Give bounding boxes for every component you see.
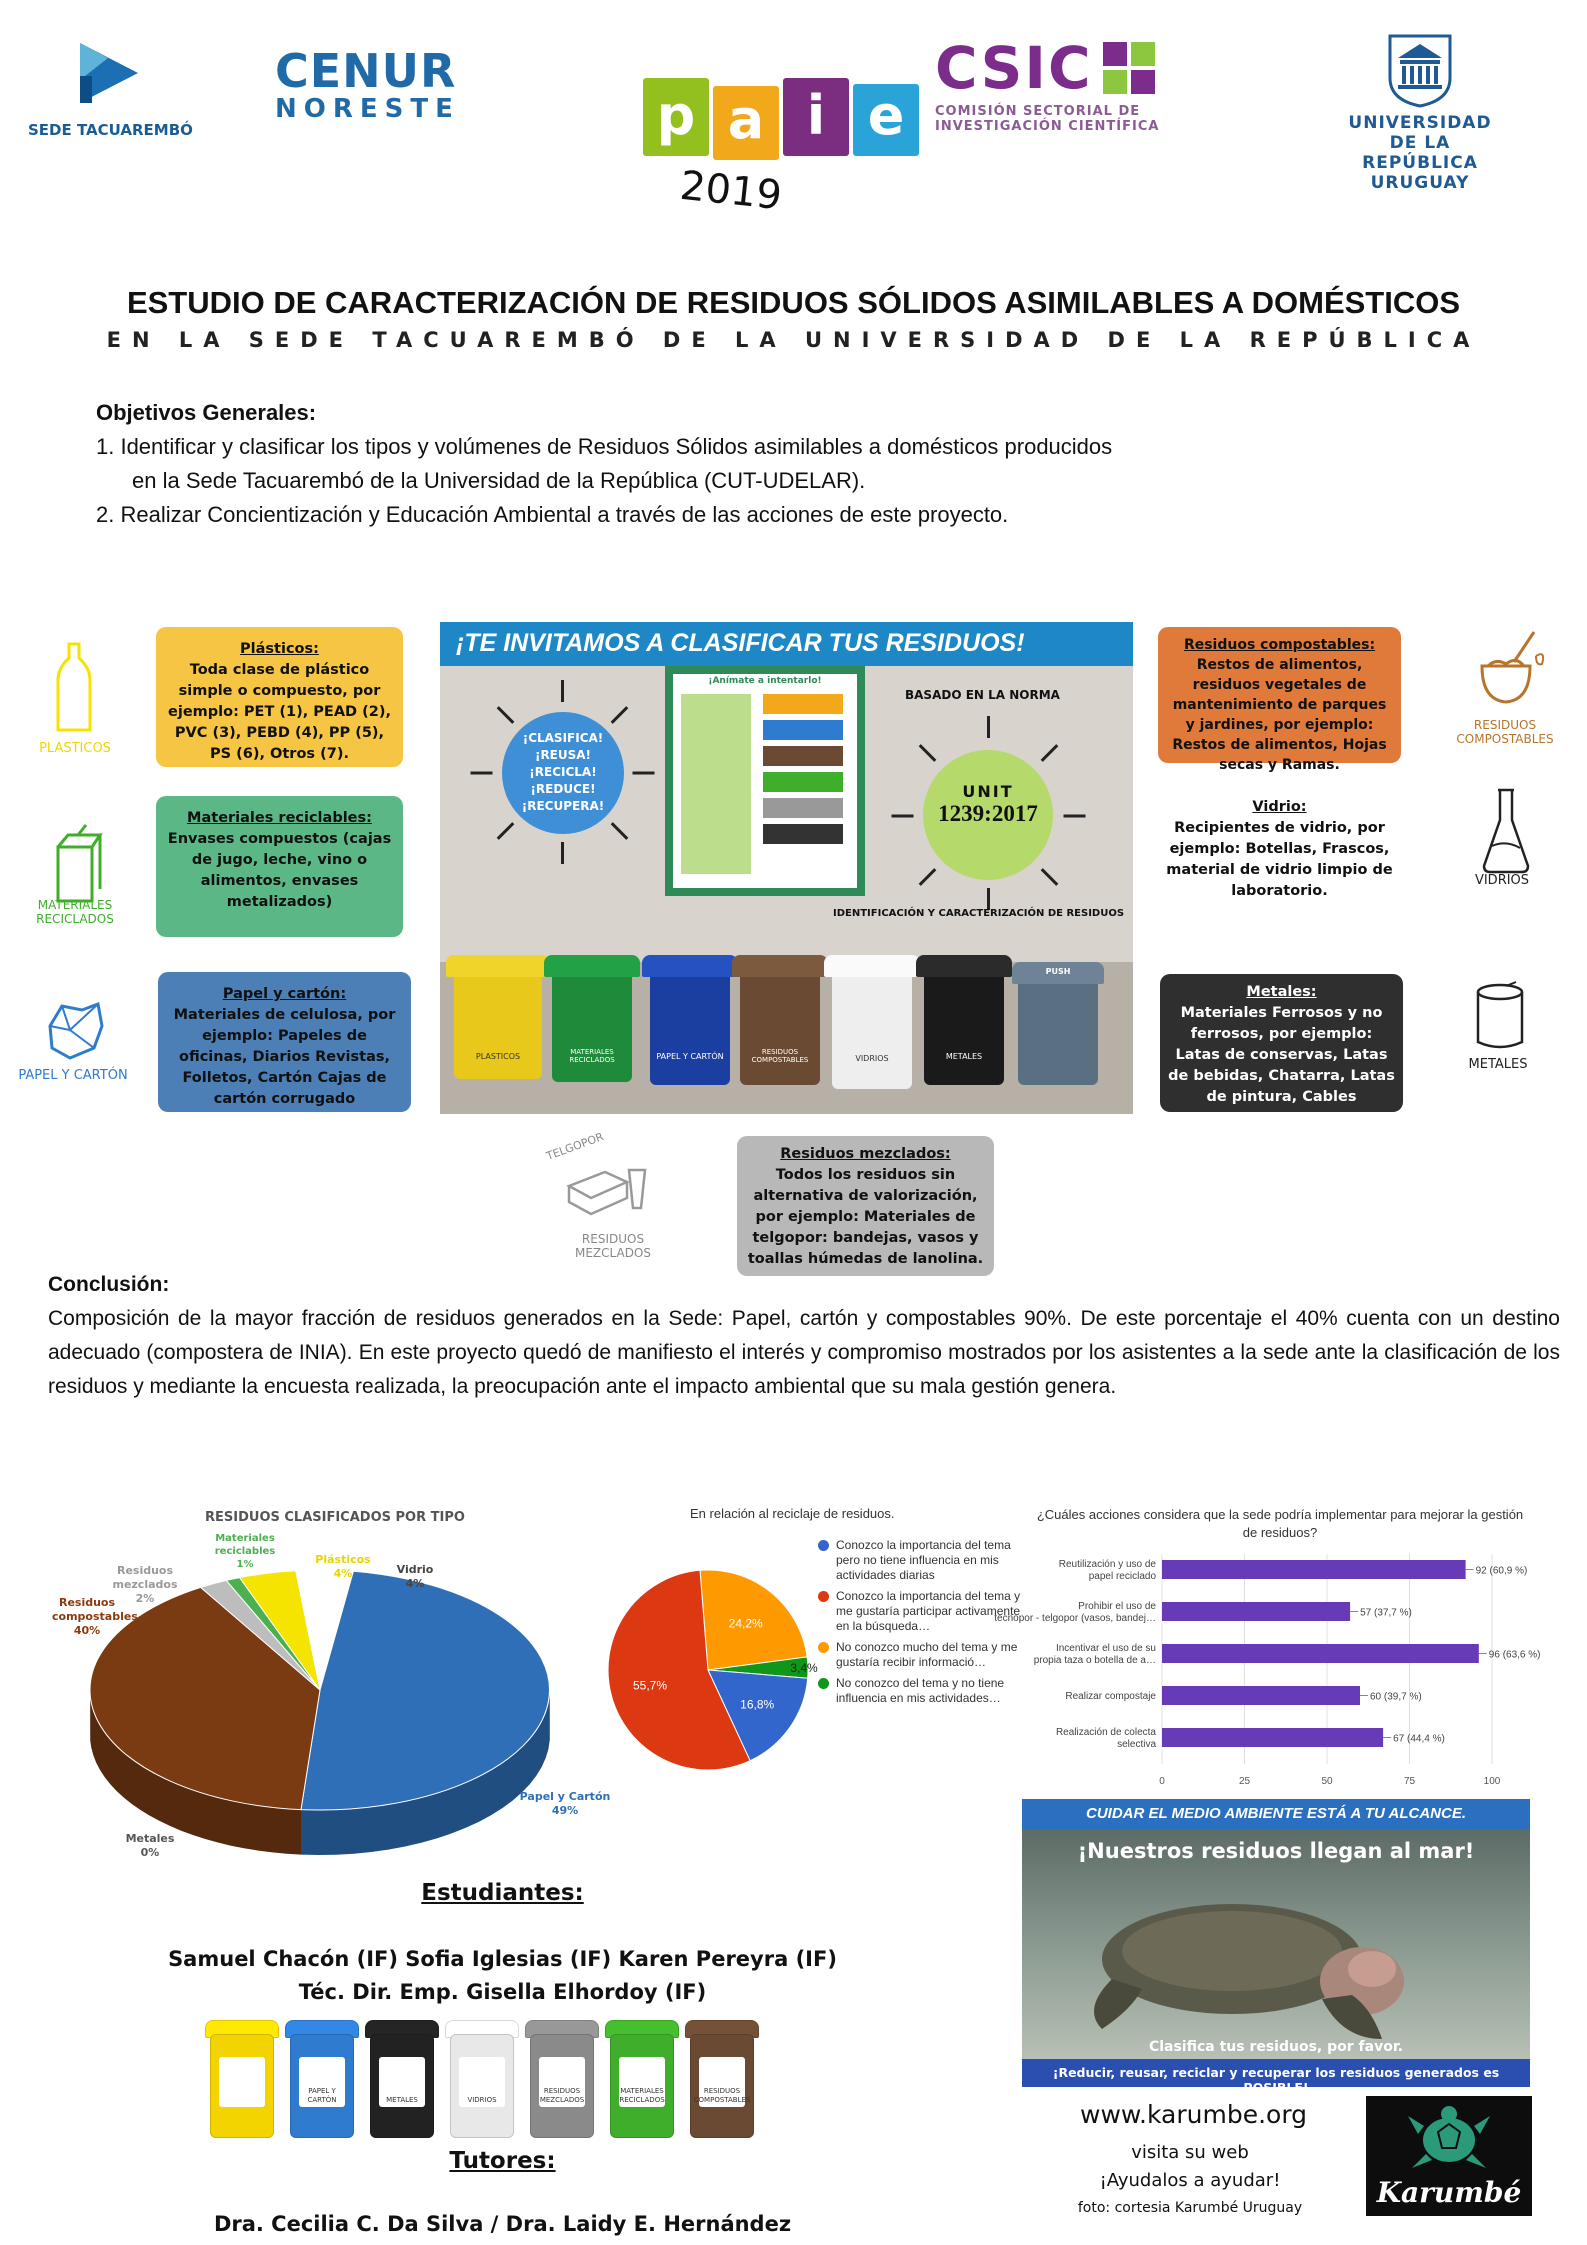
action-circle	[502, 712, 624, 834]
bar-xtick-3: 75	[1403, 1776, 1416, 1787]
turtle-box	[1022, 1799, 1530, 2095]
credit-bin-2	[370, 2034, 434, 2138]
objective-1-line1: 1. Identificar y clasificar los tipos y volúmenes de Residuos Sólidos asimilables a domésticos producidos	[96, 434, 1113, 459]
csic-squares-icon	[1103, 42, 1157, 96]
card-compostables-title: Residuos compostables:	[1183, 637, 1376, 653]
metal-can-icon	[1472, 982, 1528, 1052]
card-compostables	[1158, 627, 1401, 773]
students-heading: Estudiantes:	[421, 1880, 584, 1906]
legend-item-4-label: No conozco del tema y no tiene influencia en mis actividades…	[836, 1676, 1005, 1705]
norma-label: BASADO EN LA NORMA	[905, 688, 1060, 702]
card-reciclables-title: Materiales reciclables:	[187, 810, 372, 826]
card-plasticos-body: Toda clase de plástico simple o compuesto, por ejemplo: PET (1), PEAD (2), PVC (3), PEBD (4), PP (5), PS (6), Otros (7).	[168, 662, 391, 762]
photo-bin-label-4: RESIDUOS COMPOSTABLES	[751, 1048, 809, 1064]
photo-bin-label-6: METALES	[945, 1052, 983, 1061]
compost-mate-icon	[1462, 628, 1552, 718]
credit-bin-label-3: VIDRIOS	[459, 2057, 505, 2107]
recycling-chart	[600, 1500, 1020, 1840]
objective-2: 2. Realizar Concientización y Educación Ambiental a través de las acciones de este proyecto.	[96, 502, 1009, 527]
conclusion-section	[48, 1268, 1560, 1404]
mixed-waste-icon	[565, 1158, 649, 1228]
credit-bin-4	[530, 2034, 594, 2138]
photo-bin-label-1: PLASTICOS	[475, 1052, 521, 1061]
photo-poster-title: ¡Anímate a intentarlo!	[708, 676, 822, 686]
photo-bin-label-3: PAPEL Y CARTÓN	[656, 1052, 724, 1061]
poster-title: ESTUDIO DE CARACTERIZACIÓN DE RESIDUOS SÓLIDOS ASIMILABLES A DOMÉSTICOS	[126, 285, 1461, 320]
plastic-bottle-icon	[54, 640, 94, 736]
glass-flask-icon	[1478, 786, 1534, 876]
bar-xtick-1: 25	[1238, 1776, 1251, 1787]
csic-title: CSIC	[935, 34, 1093, 102]
paie-logo	[643, 78, 923, 160]
objectives-section	[96, 396, 1396, 532]
sede-logo-text: SEDE TACUAREMBÓ	[28, 121, 193, 139]
credit-bin-6	[690, 2034, 754, 2138]
credit-bin-label-1: PAPEL Y CARTÓN	[299, 2057, 345, 2107]
bar-label-1: Prohibir el uso de tecnopor - telgopor (vasos, bandej…	[994, 1601, 1156, 1624]
udelar-logo	[1335, 28, 1505, 193]
vidrios-icon-label: VIDRIOS	[1474, 873, 1530, 888]
photo-bin-label-2: MATERIALES RECICLADOS	[569, 1048, 615, 1064]
pie1-label-vidrio: Vidrio	[396, 1563, 434, 1576]
karumbe-help: ¡Ayudalos a ayudar!	[1099, 2170, 1281, 2191]
sea-turtle-icon	[1082, 1889, 1462, 2049]
credits-bins	[205, 2020, 765, 2140]
bar-0	[1162, 1560, 1466, 1579]
unit-circle	[923, 750, 1053, 880]
credit-bin-5	[610, 2034, 674, 2138]
pie1-label-papel: Papel y Cartón	[519, 1790, 611, 1803]
objectives-heading: Objetivos Generales:	[96, 400, 317, 425]
photo-bin-compostables	[740, 967, 820, 1085]
photo-credit: foto: cortesia Karumbé Uruguay	[1077, 2200, 1303, 2216]
pie2-pct-2: 24,2%	[728, 1616, 763, 1631]
pie1-pct-papel: 49%	[551, 1804, 579, 1817]
pie2-pct-1: 55,7%	[632, 1678, 668, 1693]
legend-item-3-label: No conozco mucho del tema y me gustaría recibir informació…	[836, 1640, 1018, 1669]
pie1-pct-compostables: 40%	[73, 1624, 101, 1637]
sede-tacuarembo-logo	[28, 38, 208, 148]
photo-bin-plasticos	[454, 967, 542, 1079]
bar-xtick-0: 0	[1159, 1776, 1165, 1787]
recycling-chart-title: En relación al reciclaje de residuos.	[690, 1506, 895, 1521]
pie1-pct-metales: 0%	[140, 1846, 160, 1859]
papel-icon-label: PAPEL Y CARTÓN	[18, 1068, 128, 1083]
karumbe-url[interactable]: www.karumbe.org	[1080, 2100, 1308, 2129]
pie1-pct-plasticos: 4%	[333, 1567, 353, 1580]
students-names: Samuel Chacón (IF) Sofia Iglesias (IF) Karen Pereyra (IF)	[168, 1947, 837, 1971]
cenur-logo-line1: CENUR	[275, 44, 457, 98]
actions-chart-title: ¿Cuáles acciones considera que la sede podría implementar para mejorar la gestión de residuos?	[1036, 1507, 1524, 1540]
credit-bin-label-0	[219, 2057, 265, 2107]
card-metales	[1160, 974, 1403, 1112]
telgopor-label: TELGOPOR	[544, 1130, 606, 1163]
tutors-names: Dra. Cecilia C. Da Silva / Dra. Laidy E. Hernández	[213, 2212, 792, 2236]
recycling-legend	[818, 1538, 1023, 1706]
credit-bin-label-2: METALES	[379, 2057, 425, 2107]
credit-bin-1	[290, 2034, 354, 2138]
paie-letter-a: a	[727, 88, 765, 151]
students-tech: Téc. Dir. Emp. Gisella Elhordoy (IF)	[298, 1980, 707, 2004]
conclusion-heading: Conclusión:	[48, 1273, 170, 1296]
bar-3	[1162, 1686, 1360, 1705]
unit-code: 1239:2017	[938, 801, 1038, 826]
photo-bin-label-7: PUSH	[1045, 967, 1071, 976]
waste-type-chart	[52, 1500, 620, 1880]
bar-value-0: 92 (60,9 %)	[1475, 1565, 1528, 1577]
paie-letter-i: i	[806, 84, 826, 147]
poster-subtitle: EN LA SEDE TACUAREMBÓ DE LA UNIVERSIDAD DE LA REPÚBLICA	[106, 328, 1481, 352]
card-vidrio-title: Vidrio:	[1252, 799, 1307, 815]
card-mezclados-title: Residuos mezclados:	[780, 1146, 951, 1162]
university-building-icon	[1380, 28, 1460, 108]
photo-bin-vidrios	[832, 967, 912, 1089]
credit-bin-label-6: RESIDUOS COMPOSTABLES	[699, 2057, 745, 2107]
bar-label-2: Incentivar el uso de su propia taza o botella de a…	[1033, 1643, 1156, 1666]
cenur-logo	[275, 44, 505, 124]
action-line-2: ¡REUSA!	[534, 748, 592, 762]
bar-value-1: 57 (37,7 %)	[1360, 1607, 1412, 1619]
bar-1	[1162, 1602, 1350, 1621]
waste-chart-title: RESIDUOS CLASIFICADOS POR TIPO	[205, 1510, 465, 1525]
photo-poster	[665, 666, 865, 896]
unit-label: UNIT	[962, 782, 1014, 801]
card-papel-title: Papel y cartón:	[222, 986, 347, 1002]
card-metales-body: Materiales Ferrosos y no ferrosos, por ejemplo: Latas de conservas, Latas de bebidas, Chatarra, Latas de pintura, Cables	[1168, 1005, 1395, 1105]
csic-sub2: INVESTIGACIÓN CIENTÍFICA	[935, 119, 1160, 134]
photo-bin-reciclados	[552, 967, 632, 1082]
karumbe-visit: visita su web	[1131, 2142, 1249, 2163]
legend-item-2-label: Conozco la importancia del tema y me gustaría participar activamente en la búsqueda…	[836, 1589, 1021, 1633]
cenur-logo-line2: NORESTE	[275, 94, 460, 124]
credit-bin-3	[450, 2034, 514, 2138]
photo-bin-label-5: VIDRIOS	[855, 1054, 889, 1063]
mezclados-icon-label: RESIDUOS MEZCLADOS	[574, 1232, 651, 1260]
csic-logo	[935, 34, 1195, 158]
pie2-pct-0: 16,8%	[740, 1697, 775, 1712]
card-compostables-body: Restos de alimentos, residuos vegetales de mantenimiento de parques y jardines, por ejemplo: Restos de alimentos, Hojas secas y Ramas.	[1172, 657, 1387, 773]
card-plasticos	[156, 627, 403, 767]
credit-bin-label-5: MATERIALES RECICLADOS	[619, 2057, 665, 2107]
action-line-3: ¡RECICLA!	[529, 765, 597, 779]
card-reciclables-body: Envases compuestos (cajas de jugo, leche, vino o alimentos, envases metalizados)	[167, 831, 392, 910]
legend-item-1	[818, 1538, 1023, 1583]
card-vidrio-body: Recipientes de vidrio, por ejemplo: Botellas, Frascos, material de vidrio limpio de laboratorio.	[1166, 820, 1393, 899]
bar-label-3: Realizar compostaje	[1065, 1691, 1156, 1702]
credit-bin-label-4: RESIDUOS MEZCLADOS	[539, 2057, 585, 2107]
ident-label: IDENTIFICACIÓN Y CARACTERIZACIÓN DE RESIDUOS	[833, 908, 1125, 919]
karumbe-logo-text: Karumbé	[1376, 2176, 1522, 2209]
card-metales-title: Metales:	[1246, 984, 1317, 1000]
pie1-label-compostables: Residuos compostables	[52, 1596, 138, 1623]
bar-value-4: 67 (44,4 %)	[1393, 1733, 1445, 1745]
photo-bin-metales	[924, 967, 1004, 1085]
card-mezclados-body: Todos los residuos sin alternativa de valorización, por ejemplo: Materiales de telgopor: bandejas, vasos y toallas húmedas de lanolina.	[747, 1167, 984, 1267]
action-line-1: ¡CLASIFICA!	[522, 731, 604, 745]
plasticos-icon-label: PLASTICOS	[39, 741, 111, 756]
actions-bar-svg	[994, 1500, 1541, 1800]
classification-photo	[440, 622, 1133, 1114]
udelar-line3: URUGUAY	[1370, 173, 1470, 193]
bar-2	[1162, 1644, 1479, 1663]
karumbe-turtle-icon	[1404, 2104, 1494, 2176]
year-label: 2019	[677, 162, 784, 220]
card-papel-body: Materiales de celulosa, por ejemplo: Papeles de oficinas, Diarios Revistas, Folletos, Cartón Cajas de cartón corrugado	[173, 1007, 396, 1107]
card-plasticos-title: Plásticos:	[240, 641, 319, 657]
karumbe-logo	[1366, 2096, 1532, 2216]
udelar-line1: UNIVERSIDAD	[1348, 113, 1492, 133]
legend-item-3	[818, 1640, 1023, 1670]
metales-icon-label: METALES	[1468, 1057, 1528, 1072]
udelar-line2: DE LA REPÚBLICA	[1362, 133, 1478, 173]
card-vidrio	[1158, 793, 1401, 903]
card-reciclables	[156, 796, 403, 937]
juice-box-icon	[52, 825, 106, 905]
legend-item-2	[818, 1589, 1023, 1634]
turtle-headline: ¡Nuestros residuos llegan al mar!	[1077, 1839, 1475, 1863]
photo-bin-papel	[650, 967, 730, 1085]
pie2-pct-3: 3,4%	[790, 1660, 818, 1675]
action-line-4: ¡REDUCE!	[530, 782, 596, 796]
pie1-pct-reciclables: 1%	[236, 1559, 254, 1570]
bar-label-4: Realización de colecta selectiva	[1055, 1727, 1156, 1750]
bar-value-3: 60 (39,7 %)	[1370, 1691, 1422, 1703]
pie1-label-metales: Metales	[125, 1832, 175, 1845]
bar-4	[1162, 1728, 1383, 1747]
pie1-pct-vidrio: 4%	[405, 1577, 425, 1590]
conclusion-text: Composición de la mayor fracción de residuos generados en la Sede: Papel, cartón y compostables 90%. De este porcentaje el 40% cuenta con un destino adecuado (compostera de INIA). En este proyecto quedó de manifiesto el interés y compromiso mostrados por los asistentes a la sede ante la clasificación de los residuos y mediante la encuesta realizada, la preocupación ante el impacto ambiental que su mala gestión genera.	[48, 1307, 1560, 1398]
action-line-5: ¡RECUPERA!	[521, 799, 605, 813]
turtle-bottom-text: ¡Reducir, reusar, reciclar y recuperar los residuos generados es POSIBLE!	[1052, 2065, 1500, 2095]
sede-logo-icon	[28, 38, 208, 108]
reciclados-icon-label: MATERIALES RECICLADOS	[36, 898, 114, 926]
pie1-pct-mezclados: 2%	[135, 1592, 155, 1605]
turtle-banner-text: CUIDAR EL MEDIO AMBIENTE ESTÁ A TU ALCANCE.	[1085, 1805, 1466, 1822]
paie-letter-p: p	[656, 84, 696, 147]
turtle-caption: Clasifica tus residuos, por favor.	[1148, 2039, 1404, 2055]
pie1-label-reciclables: Materiales reciclables	[214, 1533, 276, 1557]
photo-banner-text: ¡TE INVITAMOS A CLASIFICAR TUS RESIDUOS!	[456, 629, 1025, 657]
legend-item-4	[818, 1676, 1023, 1706]
legend-item-1-label: Conozco la importancia del tema pero no tiene influencia en mis actividades diarias	[836, 1538, 1011, 1582]
pie1-label-mezclados: Residuos mezclados	[112, 1564, 178, 1591]
card-mezclados	[737, 1136, 994, 1276]
compost-icon-label: RESIDUOS COMPOSTABLES	[1456, 718, 1554, 746]
photo-bin-push	[1018, 977, 1098, 1085]
objective-1-line2: en la Sede Tacuarembó de la Universidad de la República (CUT-UDELAR).	[132, 468, 866, 493]
csic-sub1: COMISIÓN SECTORIAL DE	[935, 104, 1141, 119]
credit-bin-0	[210, 2034, 274, 2138]
tutors-heading: Tutores:	[449, 2148, 556, 2174]
actions-chart	[994, 1500, 1541, 1800]
paie-letter-e: e	[867, 84, 905, 147]
bar-xtick-2: 50	[1321, 1776, 1333, 1787]
crumpled-paper-icon	[40, 996, 110, 1066]
bar-xtick-4: 100	[1483, 1776, 1501, 1787]
bar-label-0: Reutilización y uso de papel reciclado	[1058, 1559, 1156, 1582]
bar-value-2: 96 (63,6 %)	[1488, 1649, 1541, 1661]
card-papel	[158, 972, 411, 1112]
pie1-label-plasticos: Plásticos	[315, 1553, 371, 1566]
